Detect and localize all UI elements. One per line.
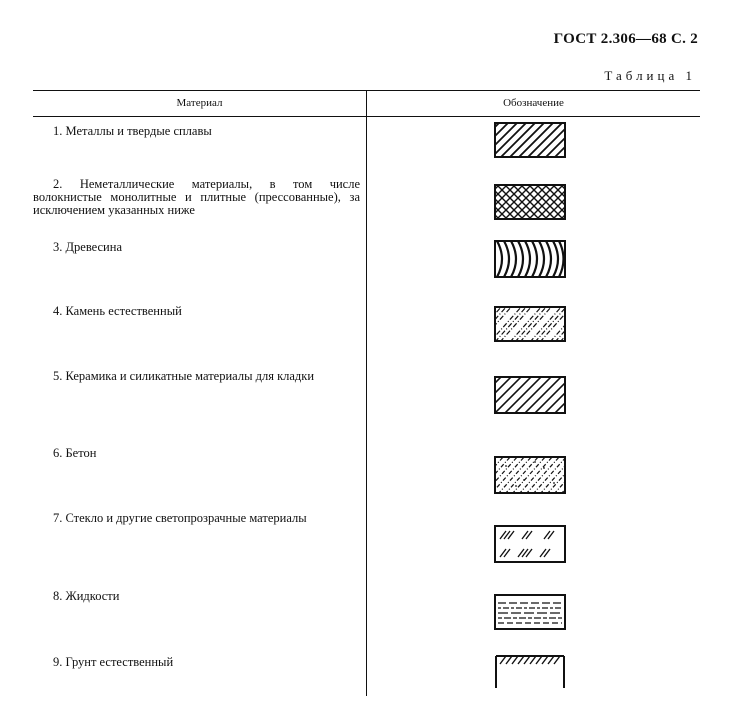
table-row-material: 1. Металлы и твердые сплавы	[53, 124, 212, 138]
liquid-dashes-icon	[494, 594, 566, 630]
table-row-material: 9. Грунт естественный	[53, 655, 174, 669]
wood-arcs-icon	[494, 240, 566, 278]
document-reference: ГОСТ 2.306—68 С. 2	[553, 31, 698, 47]
stone-hatch-icon	[494, 306, 566, 342]
nonmetal-crosshatch-icon	[494, 184, 566, 220]
glass-hatch-icon	[494, 525, 566, 563]
table-row-material: 7. Стекло и другие светопрозрачные материалы	[53, 511, 307, 525]
table-label: Таблица 1	[604, 68, 696, 83]
table-column-divider	[366, 90, 367, 696]
table-row-material: 5. Керамика и силикатные материалы для кладки	[53, 369, 315, 383]
column-header-material: Материал	[176, 97, 223, 109]
table-row-material: 4. Камень естественный	[53, 304, 182, 318]
table-row-material: 3. Древесина	[53, 240, 122, 254]
metals-hatch-icon	[494, 122, 566, 158]
soil-hatch-icon	[494, 654, 566, 690]
column-header-designation: Обозначение	[503, 97, 564, 109]
table-row-material: 2. Неметаллические материалы, в том числе волокнистые монолитные и плитные (прессованные), за исключением указанных ниже	[33, 177, 360, 217]
ceramic-hatch-icon	[494, 376, 566, 414]
table-row-material: 6. Бетон	[53, 446, 97, 460]
concrete-hatch-icon	[494, 456, 566, 494]
table-row-material: 8. Жидкости	[53, 589, 120, 603]
